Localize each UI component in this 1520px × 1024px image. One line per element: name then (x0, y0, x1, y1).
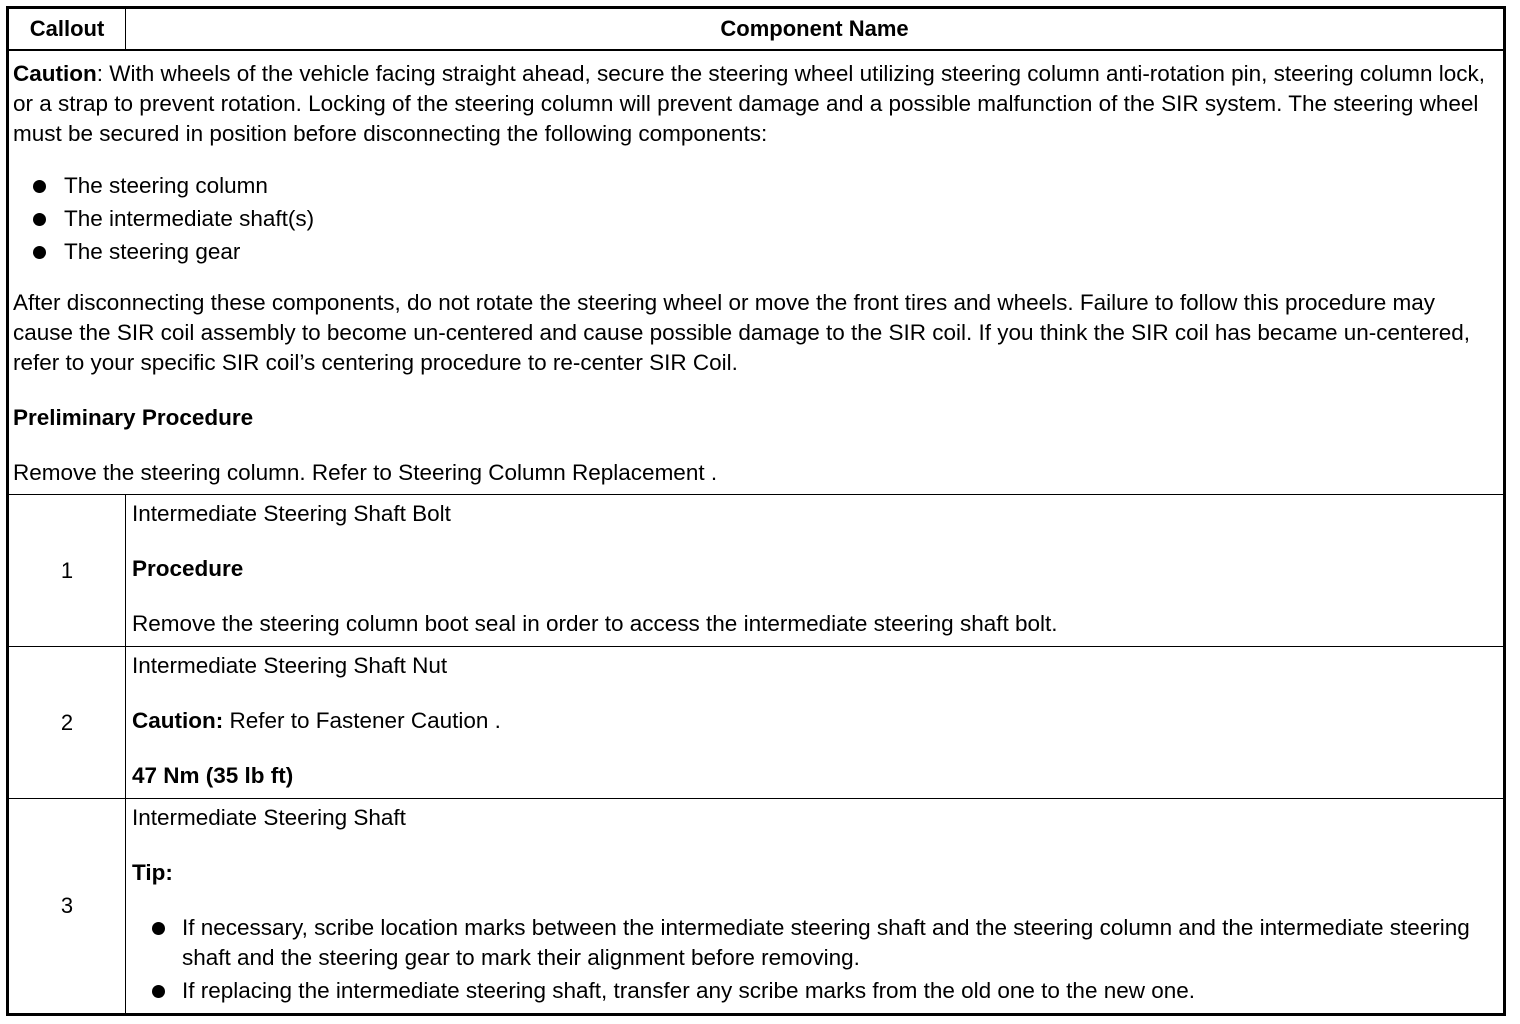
list-item: The intermediate shaft(s) (31, 202, 1499, 235)
torque-spec: 47 Nm (35 lb ft) (132, 763, 294, 788)
list-item: The steering column (31, 169, 1499, 202)
caution-component-list (13, 169, 1499, 268)
component-name: Intermediate Steering Shaft (132, 805, 406, 830)
caution-label: Caution (13, 61, 97, 86)
table-header-row (9, 9, 1503, 51)
caution-text: Refer to Fastener Caution . (223, 708, 501, 733)
table-row (9, 647, 1503, 799)
procedure-detail: Remove the steering column boot seal in order to access the intermediate steering shaft bolt. (132, 611, 1058, 636)
component-name: Intermediate Steering Shaft Bolt (132, 501, 451, 526)
procedure-label: Procedure (132, 556, 244, 581)
callout-number: 2 (9, 647, 126, 798)
table-row (9, 495, 1503, 647)
callout-number: 1 (9, 495, 126, 646)
header-callout: Callout (9, 9, 126, 49)
callout-number: 3 (9, 799, 126, 1013)
list-item: The steering gear (31, 235, 1499, 268)
header-component-name: Component Name (720, 16, 909, 41)
list-item: If necessary, scribe location marks between the intermediate steering shaft and the steering column and the intermediate steering shaft and the steering gear to mark their alignment before removing. (150, 913, 1497, 973)
caution-paragraph (13, 59, 1499, 149)
caution-after-paragraph: After disconnecting these components, do not rotate the steering wheel or move the front tires and wheels. Failure to follow this procedure may cause the SIR coil assembly to become un-centered and cause possible damage to the SIR coil. If you think the SIR coil has became un-centered, refer to your specific SIR coil’s centering procedure to re-center SIR Coil. (13, 290, 1471, 375)
caution-row (9, 51, 1503, 495)
caution-label: Caution: (132, 708, 224, 733)
component-name: Intermediate Steering Shaft Nut (132, 653, 448, 678)
caution-text: : With wheels of the vehicle facing straight ahead, secure the steering wheel utilizing steering column anti-rotation pin, steering column lock, or a strap to prevent rotation. Locking of the steering column will prevent damage and a possible malfunction of the SIR system. The steering wheel must be secured in position before disconnecting the following components: (13, 61, 1485, 146)
procedure-table (6, 6, 1506, 1016)
tip-list (132, 913, 1497, 1006)
preliminary-title: Preliminary Procedure (13, 405, 254, 430)
tip-label: Tip: (132, 860, 173, 885)
caution-block (9, 51, 1503, 494)
step-content (126, 647, 1503, 798)
list-item: If replacing the intermediate steering shaft, transfer any scribe marks from the old one to the new one. (150, 976, 1497, 1006)
table-row (9, 799, 1503, 1013)
preliminary-text: Remove the steering column. Refer to Steering Column Replacement . (13, 460, 718, 485)
step-content (126, 799, 1503, 1013)
step-content (126, 495, 1503, 646)
fastener-caution (132, 706, 1497, 736)
